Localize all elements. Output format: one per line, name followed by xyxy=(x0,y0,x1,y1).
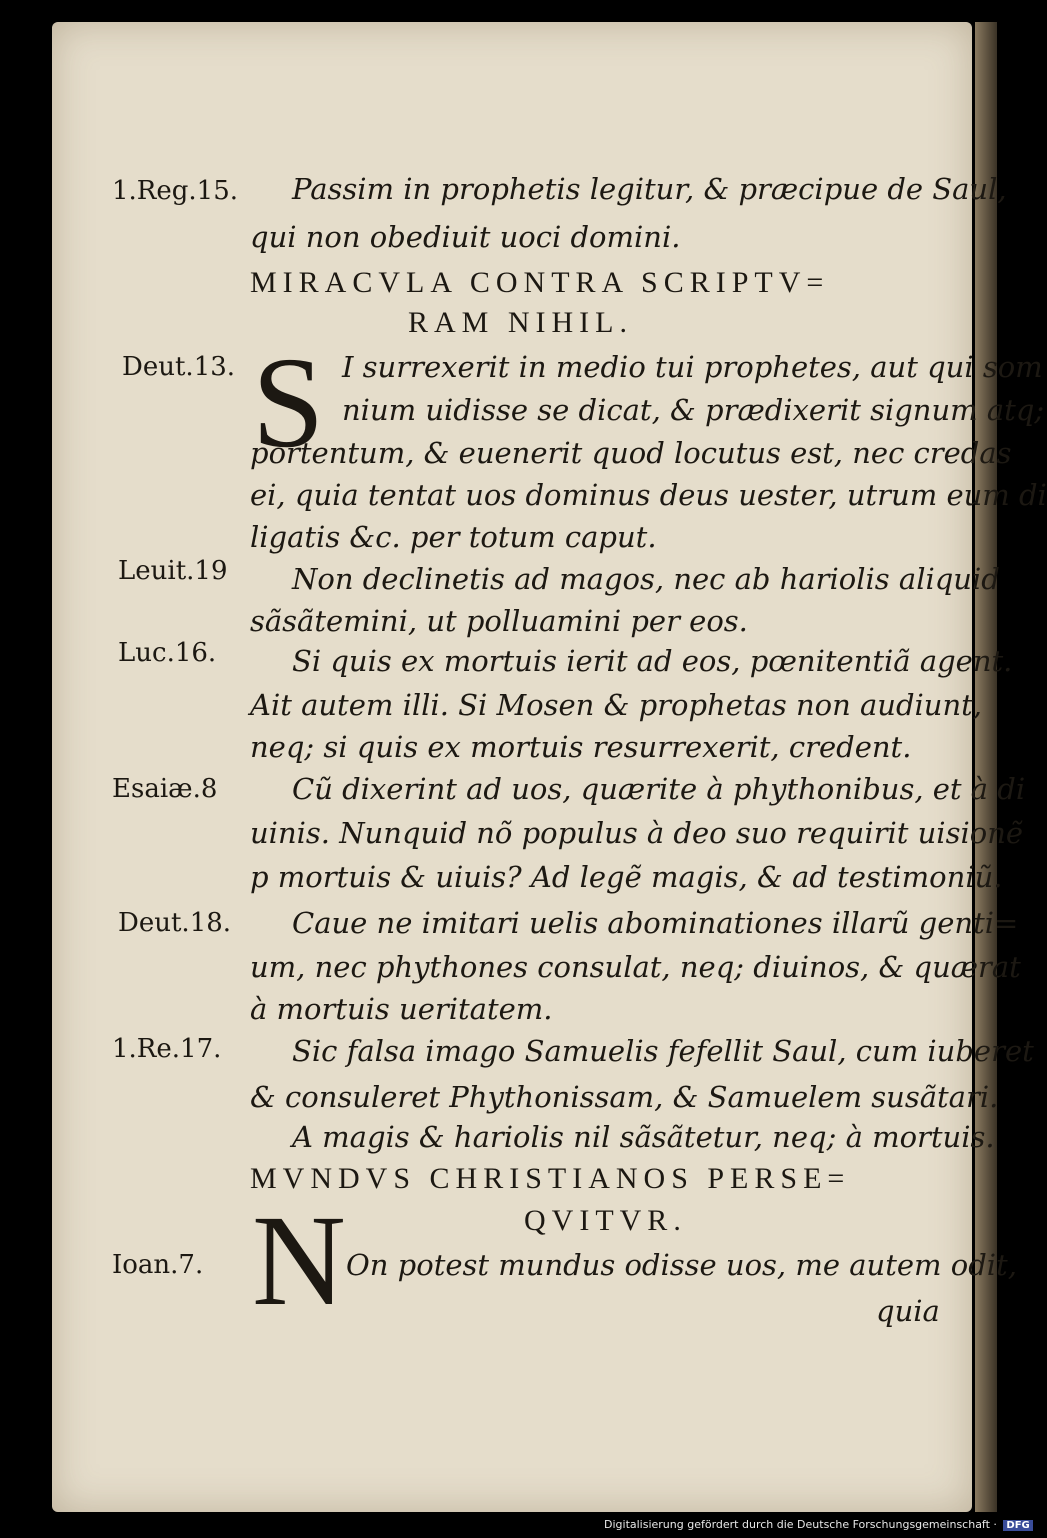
margin-ref-leuit19: Leuit.19 xyxy=(118,556,228,586)
dfg-logo-icon: DFG xyxy=(1003,1520,1032,1531)
body-line: & consuleret Phythonissam, & Samuelem susãtari. xyxy=(250,1080,999,1114)
body-line: I surrexerit in medio tui prophetes, aut qui som xyxy=(342,350,1043,384)
body-line: nium uidisse se dicat, & prædixerit signum atq; xyxy=(342,393,1045,427)
margin-ref-1re17: 1.Re.17. xyxy=(112,1034,222,1064)
margin-ref-deut13: Deut.13. xyxy=(122,352,236,382)
section-heading: MVNDVS CHRISTIANOS PERSE= xyxy=(250,1162,851,1195)
section-heading-continued: QVITVR. xyxy=(524,1204,687,1237)
body-line: ei, quia tentat uos dominus deus uester, utrum eum di xyxy=(250,478,1047,512)
body-line: On potest mundus odisse uos, me autem odit, xyxy=(346,1248,1017,1282)
drop-capital-n: N xyxy=(252,1189,346,1333)
body-line: Caue ne imitari uelis abominationes illarũ genti= xyxy=(292,906,1019,940)
section-heading: MIRACVLA CONTRA SCRIPTV= xyxy=(250,266,830,299)
body-line: Passim in prophetis legitur, & præcipue de Saul, xyxy=(292,172,1007,206)
body-line: A magis & hariolis nil sãsãtetur, neq; à mortuis. xyxy=(292,1120,995,1154)
body-line: Si quis ex mortuis ierit ad eos, pœnitentiã agent. xyxy=(292,644,1013,678)
margin-ref-esaiae8: Esaiæ.8 xyxy=(112,774,218,804)
margin-ref-luc16: Luc.16. xyxy=(118,638,217,668)
margin-ref-ioan7: Ioan.7. xyxy=(112,1250,204,1280)
body-line: Non declinetis ad magos, nec ab hariolis aliquid xyxy=(292,562,1000,596)
body-line: portentum, & euenerit quod locutus est, nec credas xyxy=(250,436,1012,470)
body-line: um, nec phythones consulat, neq; diuinos, & quærat xyxy=(250,950,1021,984)
body-line: neq; si quis ex mortuis resurrexerit, credent. xyxy=(250,730,912,764)
body-line: Sic falsa imago Samuelis fefellit Saul, cum iuberet xyxy=(292,1034,1034,1068)
body-line: uinis. Nunquid nõ populus à deo suo requirit uisionẽ xyxy=(250,816,1024,850)
digitization-footer xyxy=(604,1518,1033,1531)
body-line: ligatis &c. per totum caput. xyxy=(250,520,657,554)
drop-capital-s: S xyxy=(252,331,325,475)
body-line: qui non obediuit uoci domini. xyxy=(250,220,681,254)
margin-ref-1reg15: 1.Reg.15. xyxy=(112,176,239,206)
book-spine xyxy=(975,22,997,1512)
body-line: Ait autem illi. Si Mosen & prophetas non audiunt, xyxy=(250,688,983,722)
body-line: Cũ dixerint ad uos, quærite à phythonibus, et à di xyxy=(292,772,1026,806)
body-line: p mortuis & uiuis? Ad legẽ magis, & ad testimoniũ. xyxy=(250,860,1003,894)
margin-ref-deut18: Deut.18. xyxy=(118,908,232,938)
catchword: quia xyxy=(876,1294,940,1328)
footer-credit: Digitalisierung gefördert durch die Deutsche Forschungsgemeinschaft · xyxy=(604,1518,997,1531)
body-line: sãsãtemini, ut polluamini per eos. xyxy=(250,604,748,638)
section-heading-continued: RAM NIHIL. xyxy=(408,306,633,339)
body-line: à mortuis ueritatem. xyxy=(250,992,553,1026)
